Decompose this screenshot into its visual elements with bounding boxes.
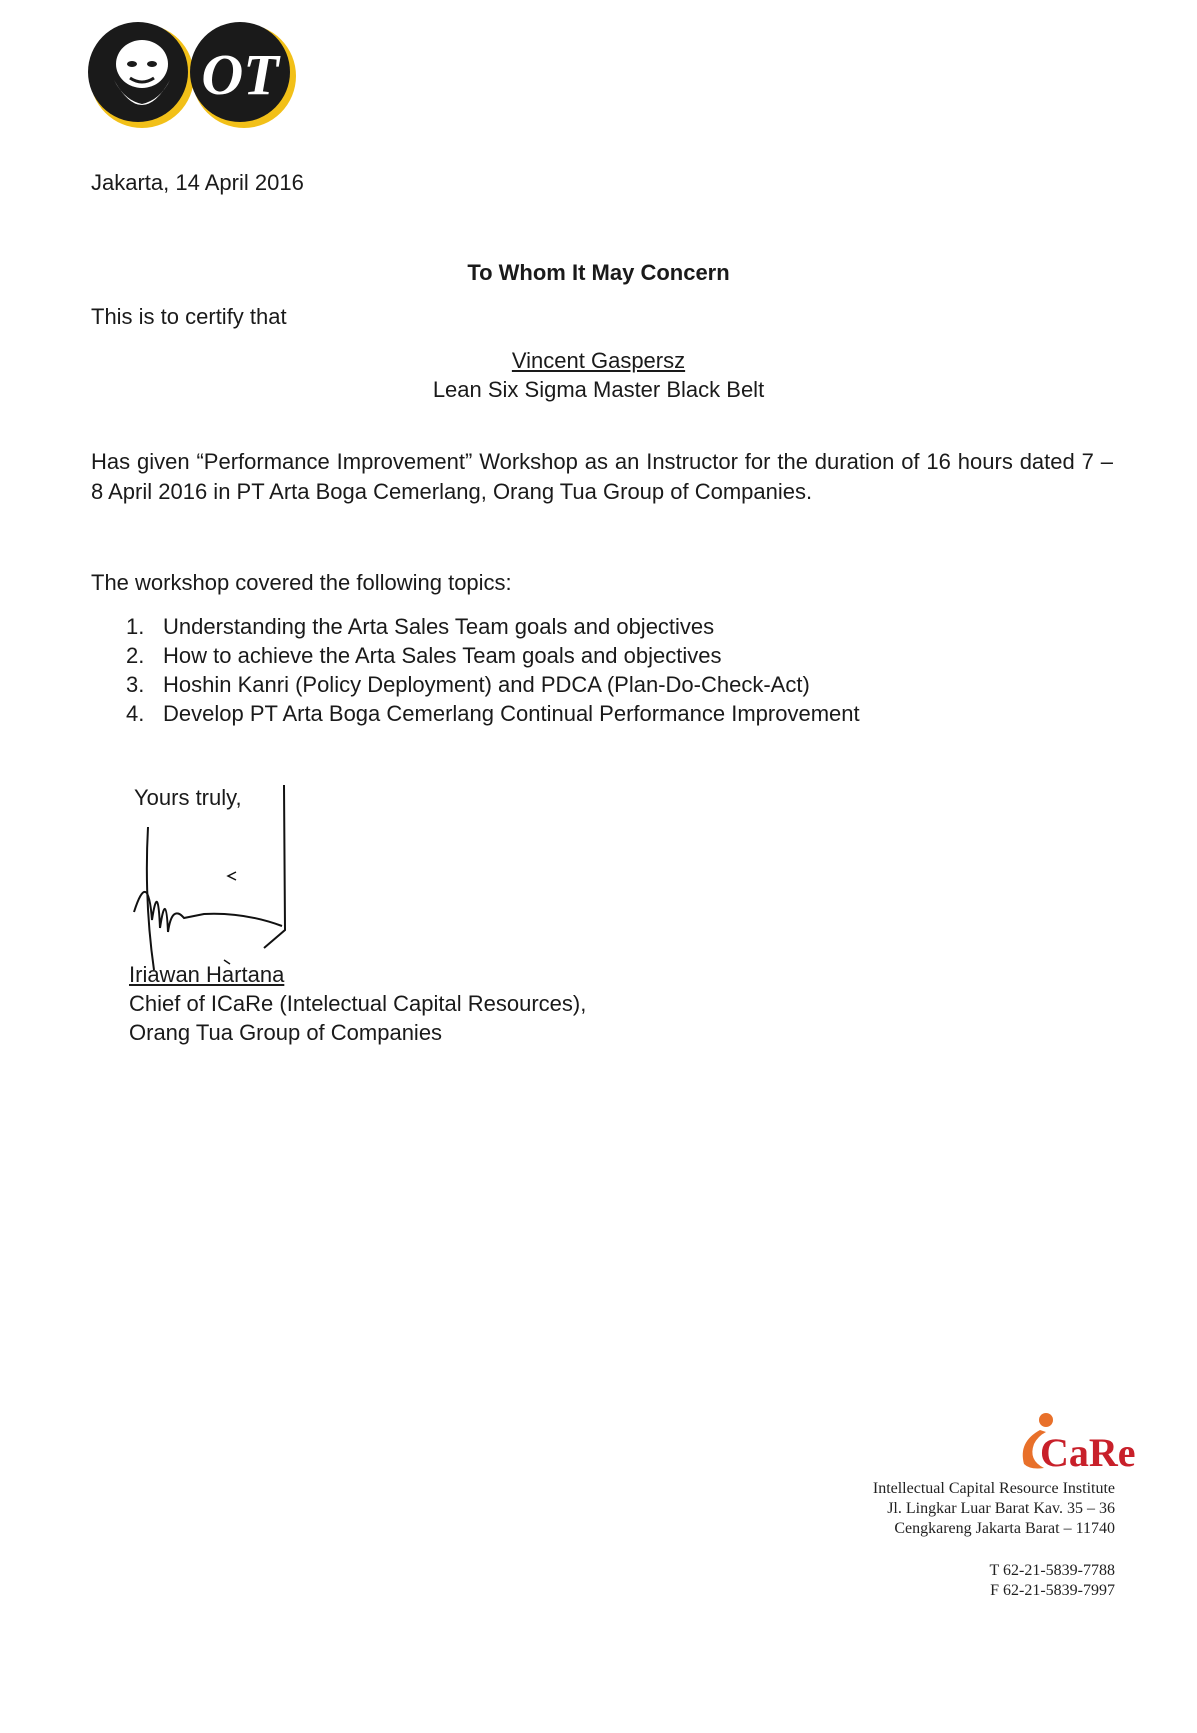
closing: Yours truly, [134, 785, 242, 810]
signer-company: Orang Tua Group of Companies [129, 1020, 443, 1045]
institute-address: Intellectual Capital Resource Institute Jl. Lingkar Luar Barat Kav. 35 – 36 Cengkareng Jakarta Barat – 11740 [872, 1480, 1115, 1537]
topics-intro: The workshop covered the following topics: [91, 570, 512, 595]
signer-name: Iriawan Hartana [129, 962, 285, 987]
contact-numbers [860, 1561, 1115, 1601]
signer-block [129, 960, 586, 1047]
recipient-block [0, 347, 1197, 404]
icare-logo [1010, 1408, 1145, 1474]
letter-heading: To Whom It May Concern [467, 260, 730, 285]
recipient-title: Lean Six Sigma Master Black Belt [432, 377, 765, 402]
letter-date: Jakarta, 14 April 2016 [91, 170, 304, 195]
list-item: 1. Understanding the Arta Sales Team goals and objectives [126, 614, 715, 639]
certify-line: This is to certify that [91, 304, 287, 329]
signer-role: Chief of ICaRe (Intelectual Capital Resources), [129, 991, 587, 1016]
recipient-name: Vincent Gaspersz [511, 348, 686, 373]
phone-number: T 62-21-5839-7788 [989, 1562, 1115, 1579]
signature [124, 780, 294, 980]
letter-body: Has given “Performance Improvement” Workshop as an Instructor for the duration of 16 hours dated 7 – 8 April 2016 in PT Arta Boga Cemerlang, Orang Tua Group of Companies. [91, 449, 1113, 504]
list-item: 3. Hoshin Kanri (Policy Deployment) and PDCA (Plan-Do-Check-Act) [126, 672, 810, 697]
list-item: 4. Develop PT Arta Boga Cemerlang Continual Performance Improvement [126, 701, 860, 726]
orang-tua-logo [84, 20, 304, 132]
svg-text:CaRe: CaRe [1040, 1430, 1136, 1474]
fax-number: F 62-21-5839-7997 [990, 1582, 1115, 1599]
topics-list [126, 612, 860, 728]
list-item: 2. How to achieve the Arta Sales Team goals and objectives [126, 643, 722, 668]
svg-text:OT: OT [201, 42, 279, 107]
